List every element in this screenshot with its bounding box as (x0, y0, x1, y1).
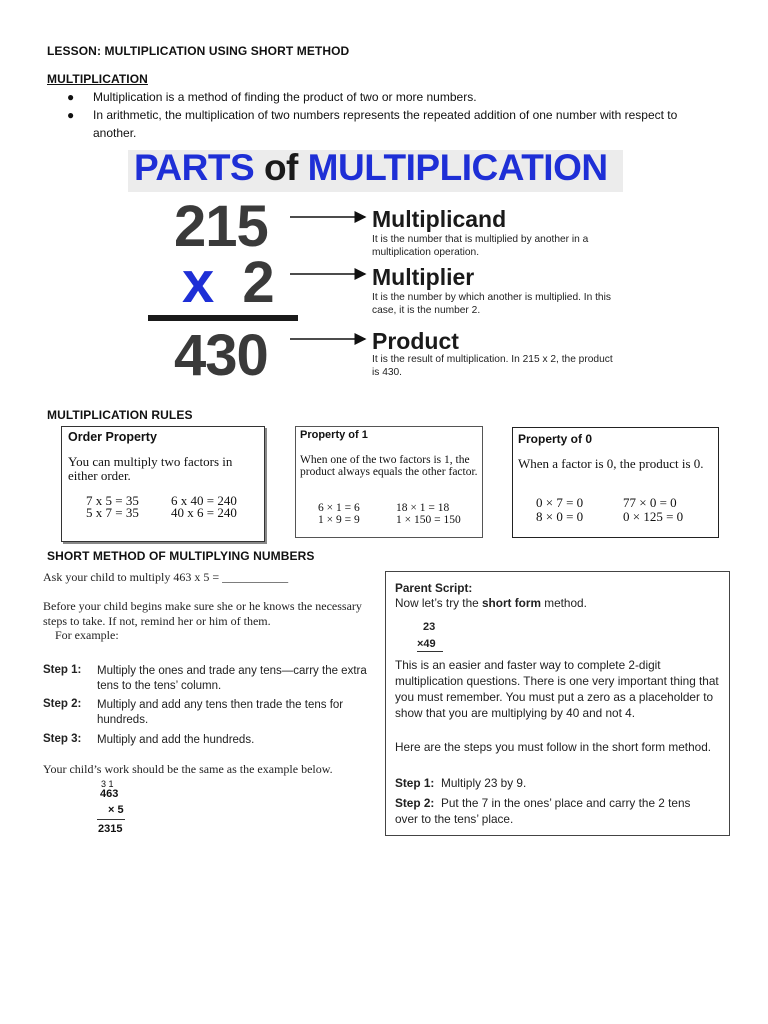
multiplicand-value: 215 (174, 194, 268, 259)
short-method-heading: SHORT METHOD OF MULTIPLYING NUMBERS (47, 549, 315, 563)
ask-text: Ask your child to multiply 463 x 5 = ___________ (43, 570, 289, 584)
product-line (148, 315, 298, 321)
term-multiplier-desc: It is the number by which another is multiplied. In this case, it is the number 2. (372, 292, 611, 316)
before-text: Before your child begins make sure she or he knows the necessary steps to take. If not, remind her or him of them. (43, 599, 362, 628)
term-product: Product (372, 328, 459, 354)
parent-script-intro: Now let’s try the short form method. (395, 596, 587, 610)
one-example: 6 × 1 = 6 (318, 502, 360, 514)
for-example-text: For example: (55, 628, 119, 642)
order-example: 40 x 6 = 240 (171, 505, 237, 520)
zero-example: 0 × 125 = 0 (623, 509, 684, 524)
multiplier-row (182, 249, 274, 316)
step-3-label: Step 3: (43, 733, 82, 745)
bullet-item (67, 106, 697, 142)
property-of-zero-text: When a factor is 0, the product is 0. (518, 456, 704, 471)
term-product-desc: It is the result of multiplication. In 215 x 2, the product is 430. (372, 354, 613, 378)
property-of-one-title: Property of 1 (300, 429, 368, 441)
multiplier-sign: x (182, 250, 214, 315)
same-as-text: Your child’s work should be the same as the example below. (43, 762, 333, 776)
parent-script-paragraph-1: This is an easier and faster way to complete 2-digit multiplication questions. There is one very important thing that you must remember. You must put a zero as a placeholder to show that you are multiplying by 40 and not 4. (395, 658, 719, 720)
parent-script-title: Parent Script: (395, 581, 473, 595)
script-step-2-label: Step 2: (395, 796, 435, 810)
step-1-text: Multiply the ones and trade any tens—carry the extra tens to the tens’ column. (97, 665, 367, 692)
order-property-card (61, 426, 265, 542)
problem-multiplier: ×49 (417, 638, 436, 650)
step-2-text: Multiply and add any tens then trade the tens for hundreds. (97, 699, 344, 726)
script-step-1-text: Multiply 23 by 9. (441, 776, 527, 790)
carry-digits: 3 1 (101, 779, 114, 789)
parts-title: PARTS of MULTIPLICATION (134, 147, 608, 188)
term-multiplier: Multiplier (372, 264, 475, 290)
product-value: 430 (174, 323, 268, 388)
step-2-label: Step 2: (43, 698, 82, 710)
rules-heading: MULTIPLICATION RULES (47, 408, 193, 422)
work-top-number: 463 (100, 788, 119, 800)
zero-example: 8 × 0 = 0 (536, 509, 584, 524)
script-step-2-text: Put the 7 in the ones’ place and carry the 2 tens over to the tens’ place. (395, 796, 691, 826)
bullet-text: Multiplication is a method of finding the product of two or more numbers. (93, 90, 477, 104)
arrows-graphic (285, 205, 375, 355)
zero-example: 0 × 7 = 0 (536, 495, 584, 510)
order-example: 5 x 7 = 35 (86, 505, 139, 520)
problem-line (417, 651, 443, 652)
term-multiplicand-desc: It is the number that is multiplied by another in a multiplication operation. (372, 234, 589, 258)
multiplier-value: 2 (242, 250, 274, 315)
order-property-text: You can multiply two factors in either order. (68, 454, 233, 483)
term-multiplicand: Multiplicand (372, 206, 507, 232)
order-property-title: Order Property (68, 430, 157, 444)
problem-top-number: 23 (423, 621, 436, 633)
step-1-label: Step 1: (43, 664, 82, 676)
one-example: 18 × 1 = 18 (396, 502, 450, 514)
property-of-zero-card (512, 427, 719, 538)
bullet-dot-icon: ● (67, 90, 75, 104)
property-of-one-card (295, 426, 483, 538)
bullet-dot-icon: ● (67, 108, 75, 122)
work-multiplier: × 5 (108, 804, 124, 816)
one-example: 1 × 150 = 150 (396, 514, 461, 526)
one-example: 1 × 9 = 9 (318, 514, 360, 526)
work-line (97, 819, 125, 820)
lesson-title: LESSON: MULTIPLICATION USING SHORT METHOD (47, 44, 350, 58)
multiplication-heading: MULTIPLICATION (47, 72, 148, 86)
work-result: 2315 (98, 823, 123, 835)
order-example: 7 x 5 = 35 (86, 493, 139, 508)
property-of-zero-title: Property of 0 (518, 432, 593, 446)
parent-script-box (385, 571, 730, 836)
bullet-text: In arithmetic, the multiplication of two numbers represents the repeated addition of one number with respect to another. (93, 108, 678, 140)
script-step-1-label: Step 1: (395, 776, 435, 790)
bullet-item (67, 88, 687, 106)
parent-script-paragraph-2: Here are the steps you must follow in the short form method. (395, 740, 712, 754)
zero-example: 77 × 0 = 0 (623, 495, 677, 510)
step-3-text: Multiply and add the hundreds. (97, 734, 255, 746)
property-of-one-text: When one of the two factors is 1, the product always equals the other factor. (300, 454, 478, 478)
order-example: 6 x 40 = 240 (171, 493, 237, 508)
